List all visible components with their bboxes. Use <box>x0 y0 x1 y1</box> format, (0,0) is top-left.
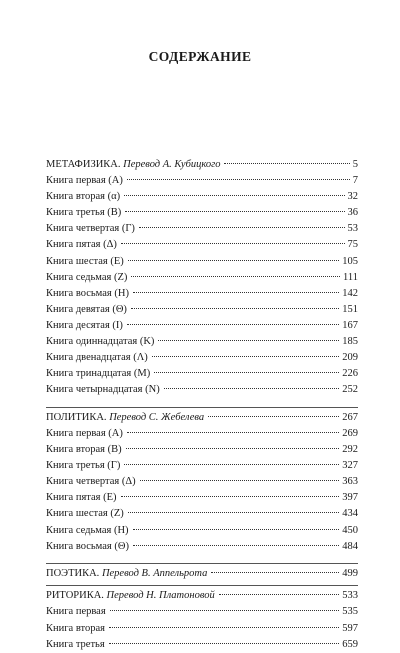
entry-label: Книга седьмая (H) <box>46 524 129 536</box>
entry-label: Книга третья (Г) <box>46 460 121 472</box>
entry-label: Книга девятая (Θ) <box>46 303 127 315</box>
dot-leader <box>121 496 340 497</box>
divider-line <box>46 406 358 408</box>
toc-entry[interactable] <box>46 189 358 205</box>
section-divider <box>46 560 358 566</box>
page-number: 499 <box>342 568 358 580</box>
entry-label: Книга четвертая (Δ) <box>46 476 136 488</box>
entry-label: Книга третья (B) <box>46 207 122 219</box>
entry-label: Книга седьмая (Z) <box>46 271 128 283</box>
toc-entry[interactable] <box>46 637 358 653</box>
toc-entry[interactable] <box>46 254 358 270</box>
toc-entry[interactable] <box>46 523 358 539</box>
dot-leader <box>131 276 340 277</box>
translator-credit: Перевод В. Аппельрота <box>101 568 208 580</box>
toc-entry[interactable] <box>46 539 358 555</box>
dot-leader <box>127 324 339 325</box>
entry-label: Книга вторая (α) <box>46 191 121 203</box>
entry-label: Книга десятая (I) <box>46 319 123 331</box>
page-number: 450 <box>342 524 358 536</box>
entry-label: Книга восьмая (H) <box>46 287 129 299</box>
entry-label: Книга вторая (B) <box>46 444 122 456</box>
toc-entry[interactable] <box>46 318 358 334</box>
dot-leader <box>158 340 339 341</box>
page-number: 5 <box>352 159 358 170</box>
section-divider <box>46 404 358 410</box>
dot-leader <box>224 163 349 164</box>
dot-leader <box>110 610 340 611</box>
divider-line <box>46 562 358 564</box>
page-number: 185 <box>342 336 358 348</box>
page-number: 151 <box>342 303 358 315</box>
section-items <box>46 426 358 555</box>
toc-entry[interactable] <box>46 205 358 221</box>
page-number: 105 <box>342 255 358 267</box>
page-number: 292 <box>342 444 358 456</box>
toc-entry[interactable] <box>46 458 358 474</box>
toc-entry[interactable] <box>46 350 358 366</box>
dot-leader <box>131 308 339 309</box>
section-items <box>46 604 358 652</box>
dot-leader <box>126 448 340 449</box>
page-number: 142 <box>342 287 358 299</box>
toc-entry[interactable] <box>46 506 358 522</box>
entry-label: Книга тринадцатая (M) <box>46 368 151 380</box>
section-title <box>46 410 204 426</box>
page-number: 36 <box>347 207 358 219</box>
dot-leader <box>140 480 340 481</box>
page-number: 111 <box>343 271 358 283</box>
page-number: 75 <box>347 239 358 251</box>
toc-entry[interactable] <box>46 270 358 286</box>
entry-label: Книга восьмая (Θ) <box>46 540 129 552</box>
dot-leader <box>109 627 339 628</box>
page-number: 7 <box>352 175 358 187</box>
page-number: 252 <box>342 384 358 396</box>
toc-section-heading[interactable] <box>46 588 358 604</box>
toc-entry[interactable] <box>46 302 358 318</box>
dot-leader <box>128 260 340 261</box>
dot-leader <box>121 243 345 244</box>
section-title <box>46 588 215 604</box>
section-name: РИТОРИКА. <box>46 590 104 602</box>
toc-entry[interactable] <box>46 604 358 620</box>
section-name: ПОЛИТИКА. <box>46 411 107 423</box>
page-number: 209 <box>342 352 358 364</box>
entry-label: Книга одиннадцатая (K) <box>46 336 155 348</box>
page-number: 597 <box>342 622 358 634</box>
dot-leader <box>124 464 339 465</box>
page-number: 226 <box>342 368 358 380</box>
page-number: 659 <box>342 638 358 650</box>
entry-label: Книга шестая (Z) <box>46 508 124 520</box>
section-items <box>46 173 358 398</box>
toc-section-heading[interactable] <box>46 410 358 426</box>
dot-leader <box>154 372 339 373</box>
toc-entry[interactable] <box>46 221 358 237</box>
dot-leader <box>211 572 339 573</box>
entry-label: Книга пятая (E) <box>46 492 117 504</box>
page-number: 269 <box>342 428 358 439</box>
page-number: 533 <box>342 590 358 602</box>
toc-section-heading[interactable] <box>46 566 358 582</box>
dot-leader <box>133 529 340 530</box>
page-number: 327 <box>342 460 358 472</box>
dot-leader <box>219 594 339 595</box>
section-title <box>46 566 207 582</box>
page-number: 53 <box>347 223 358 235</box>
dot-leader <box>128 512 340 513</box>
page-number: 484 <box>342 540 358 552</box>
dot-leader <box>124 195 344 196</box>
divider-line <box>46 584 358 586</box>
page-number: 167 <box>342 319 358 331</box>
section-name: ПОЭТИКА. <box>46 568 100 580</box>
dot-leader <box>139 227 345 228</box>
dot-leader <box>127 432 339 433</box>
toc-entry[interactable] <box>46 286 358 302</box>
translator-credit: Перевод С. Жебелева <box>109 411 205 423</box>
toc-section-heading[interactable] <box>46 157 358 173</box>
toc-entry[interactable] <box>46 173 358 189</box>
section-name: МЕТАФИЗИКА. <box>46 159 121 170</box>
dot-leader <box>208 416 339 417</box>
entry-label: Книга первая <box>46 606 106 618</box>
entry-label: Книга первая (A) <box>46 428 123 439</box>
page-title: СОДЕРЖАНИЕ <box>148 49 252 64</box>
dot-leader <box>164 388 340 389</box>
translator-credit: Перевод Н. Платоновой <box>106 590 215 602</box>
page-number: 434 <box>342 508 358 520</box>
dot-leader <box>133 545 339 546</box>
dot-leader <box>109 643 340 644</box>
dot-leader <box>127 179 350 180</box>
table-of-contents <box>46 157 358 653</box>
section-title <box>46 157 220 173</box>
entry-label: Книга двенадцатая (Λ) <box>46 352 148 364</box>
page-number: 32 <box>347 191 358 203</box>
entry-label: Книга четвертая (Г) <box>46 223 135 235</box>
toc-entry[interactable] <box>46 334 358 350</box>
entry-label: Книга четырнадцатая (N) <box>46 384 160 396</box>
toc-entry[interactable] <box>46 382 358 398</box>
toc-entry[interactable] <box>46 474 358 490</box>
section-divider <box>46 582 358 588</box>
entry-label: Книга шестая (E) <box>46 255 124 267</box>
toc-entry[interactable] <box>46 426 358 442</box>
page-number: 267 <box>342 411 358 423</box>
dot-leader <box>125 211 344 212</box>
entry-label: Книга пятая (Δ) <box>46 239 117 251</box>
toc-entry[interactable] <box>46 237 358 253</box>
entry-label: Книга третья <box>46 638 105 650</box>
toc-entry[interactable] <box>46 442 358 458</box>
toc-entry[interactable] <box>46 366 358 382</box>
dot-leader <box>133 292 339 293</box>
page-number: 397 <box>342 492 358 504</box>
toc-entry[interactable] <box>46 621 358 637</box>
translator-credit: Перевод А. Кубицкого <box>123 159 221 170</box>
dot-leader <box>152 356 339 357</box>
entry-label: Книга первая (A) <box>46 175 123 187</box>
page-number: 363 <box>342 476 358 488</box>
entry-label: Книга вторая <box>46 622 105 634</box>
page-number: 535 <box>342 606 358 618</box>
toc-entry[interactable] <box>46 490 358 506</box>
